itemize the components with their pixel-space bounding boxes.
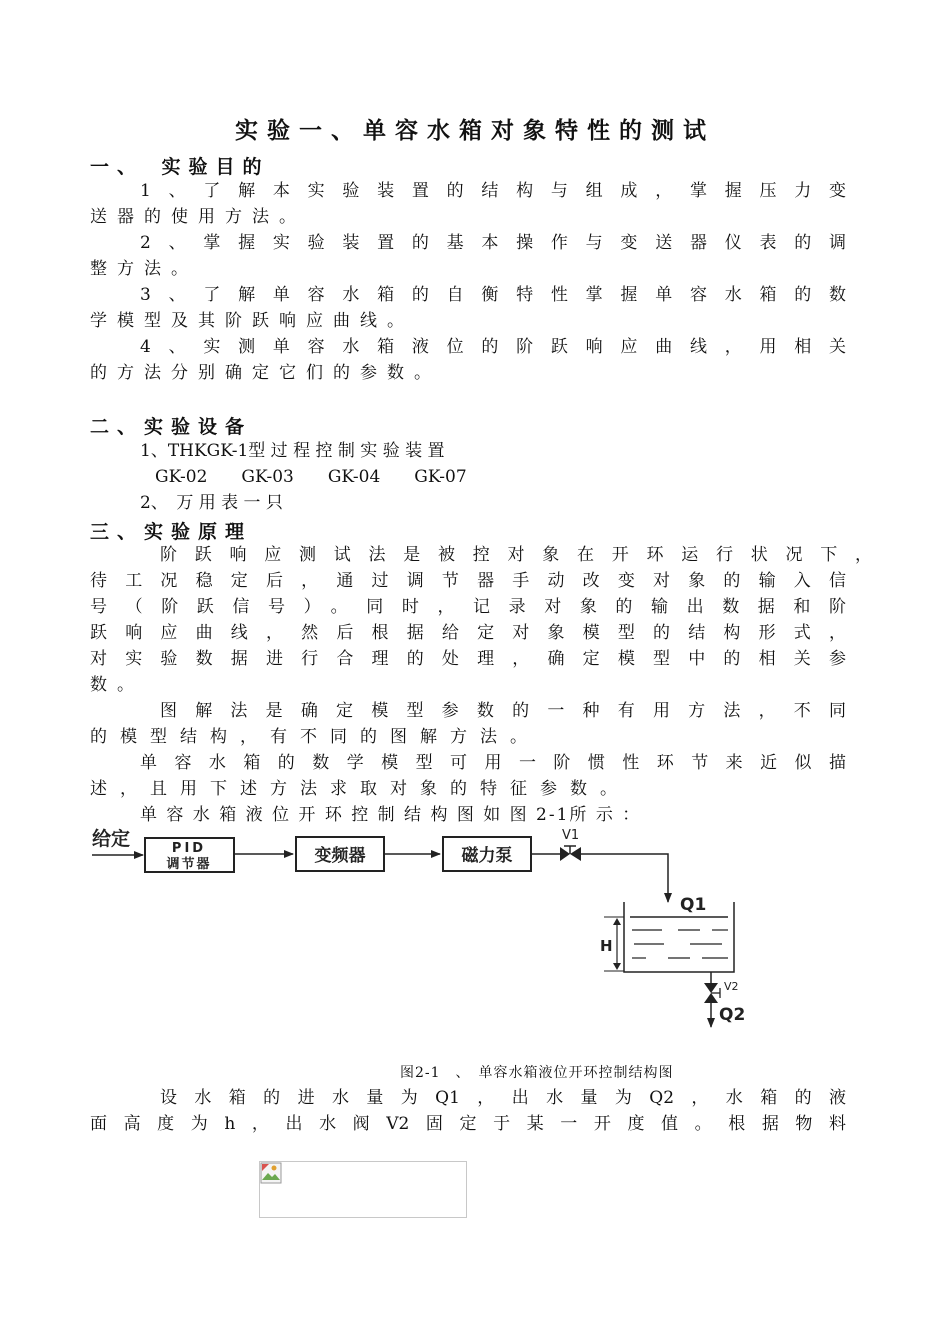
inverter-label: 变频器 <box>314 846 366 866</box>
text-line: 送器的使用方法。 <box>90 207 306 227</box>
valve-v2-label: V2 <box>724 980 739 993</box>
section-heading-principle: 三、实验原理 <box>90 521 253 543</box>
text-line: 号（阶跃信号）。同时，记录对象的输出数据和阶 <box>90 597 846 617</box>
section-heading-objectives: 一、 实验目的 <box>90 156 270 178</box>
text-line: 单 容 水 箱 液 位 开 环 控 制 结 构 图 如 图 2-1所 示 ： <box>140 805 642 825</box>
text-line: 设水箱的进水量为Q1，出水量为Q2，水箱的液 <box>160 1088 846 1108</box>
level-label: H <box>600 937 613 955</box>
text-line: 单容水箱的数学模型可用一阶惯性环节来近似描 <box>140 753 846 773</box>
text-line: 2、 万 用 表 一 只 <box>140 493 283 513</box>
broken-image-placeholder <box>259 1161 467 1218</box>
text-line: 的模型结构，有不同的图解方法。 <box>90 727 540 747</box>
text-line: 学模型及其阶跃响应曲线。 <box>90 311 414 331</box>
pid-label-top: PID <box>171 841 207 856</box>
outflow-label: Q2 <box>719 1005 746 1025</box>
text-line: GK-02 GK-03 GK-04 GK-07 <box>155 467 467 487</box>
pump-label: 磁力泵 <box>461 846 513 866</box>
broken-image-icon <box>260 1162 282 1184</box>
section-heading-equipment: 二、实验设备 <box>90 416 253 438</box>
text-line: 对实验数据进行合理的处理，确定模型中的相关参 <box>90 649 846 669</box>
text-line: 整方法。 <box>90 259 198 279</box>
text-line: 2、掌握实验装置的基本操作与变送器仪表的调 <box>140 233 846 253</box>
valve-v2-icon <box>704 983 720 1003</box>
text-line: 图解法是确定模型参数的一种有用方法，不同 <box>160 701 846 721</box>
text-line: 面高度为h，出水阀V2固定于某一开度值。根据物料 <box>90 1114 846 1134</box>
water-tank <box>624 902 734 972</box>
text-line: 待工况稳定后，通过调节器手动改变对象的输入信 <box>90 571 846 591</box>
text-line: 的方法分别确定它们的参数。 <box>90 363 441 383</box>
inflow-label: Q1 <box>680 895 707 915</box>
text-line: 1、THKGK-1型 过 程 控 制 实 验 装 置 <box>140 441 445 461</box>
text-line: 1、了解本实验装置的结构与组成，掌握压力变 <box>140 181 846 201</box>
page-title: 实验一、单容水箱对象特性的测试 <box>235 118 715 144</box>
text-line: 阶跃响应测试法是被控对象在开环运行状况下， <box>160 545 872 565</box>
input-label: 给定 <box>92 828 131 850</box>
text-line: 数。 <box>90 675 144 695</box>
valve-v1-label: V1 <box>562 828 580 843</box>
pid-label-bottom: 调节器 <box>166 857 212 872</box>
text-line: 4、实测单容水箱液位的阶跃响应曲线，用相关 <box>140 337 846 357</box>
valve-v1-icon <box>560 846 581 861</box>
figure-caption: 图2-1 、 单容水箱液位开环控制结构图 <box>400 1065 674 1081</box>
text-line: 3、了解单容水箱的自衡特性掌握单容水箱的数 <box>140 285 846 305</box>
text-line: 述，且用下述方法求取对象的特征参数。 <box>90 779 630 799</box>
text-line: 跃响应曲线，然后根据给定对象模型的结构形式， <box>90 623 846 643</box>
